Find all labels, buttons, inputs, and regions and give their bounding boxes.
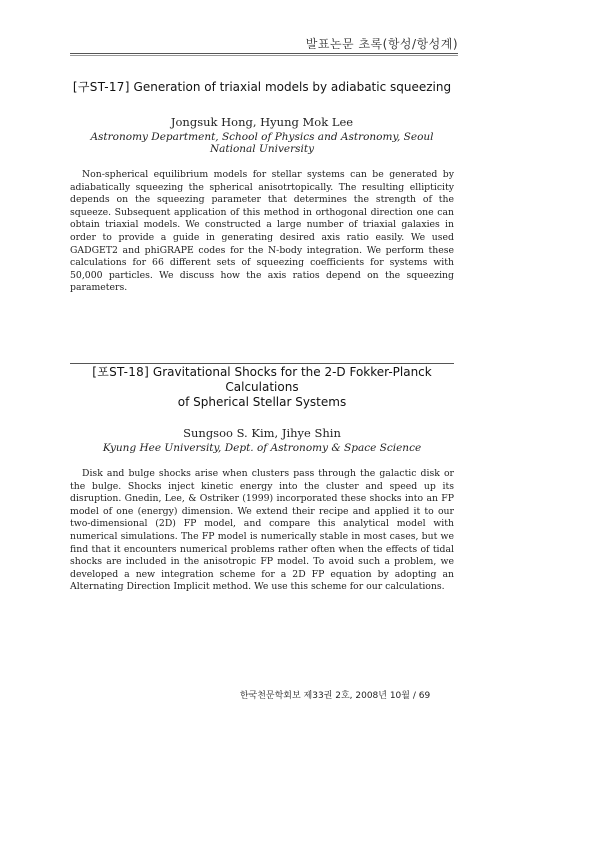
header-rule bbox=[70, 53, 458, 56]
abstract-st18 bbox=[70, 365, 454, 594]
abstract-code: [구ST-17] bbox=[72, 80, 130, 94]
abstract-st17 bbox=[70, 80, 454, 295]
abstract-body: Disk and bulge shocks arise when clusters pass through the galactic disk or the bulge. Shocks inject kinetic energy into the cluster and speed up its disruption. Gnedin, Lee, & Ostriker (1999) incorporated these shocks into an FP model of one (energy) dimension. We extend their recipe and applied it to our two-dimensional (2D) FP model, and compare this analytical model with numerical simulations. The FP model is numerically stable in most cases, but we find that it encounters numerical problems rather often when the effects of tidal shocks are included in the anisotropic FP model. To avoid such a problem, we developed a new integration scheme for a 2D FP equation by adopting an Alternating Direction Implicit method. We use this scheme for our calculations. bbox=[70, 468, 454, 593]
abstract-authors: Jongsuk Hong, Hyung Mok Lee bbox=[170, 115, 354, 129]
section-divider bbox=[70, 363, 454, 364]
abstract-code: [포ST-18] bbox=[92, 365, 150, 379]
page-footer: 한국천문학회보 제33권 2호, 2008년 10월 / 69 bbox=[239, 691, 431, 701]
abstract-title bbox=[70, 365, 454, 410]
abstract-title bbox=[70, 80, 454, 95]
running-header: 발표논문 초록(항성/항성계) bbox=[305, 37, 458, 51]
abstract-title-line1: Gravitational Shocks for the 2-D Fokker-Planck Calculations bbox=[152, 365, 432, 394]
abstract-body: Non-spherical equilibrium models for stellar systems can be generated by adiabatically squeezing the spherical anisotrtopically. The resulting ellipticity depends on the squeezing parameter that determines the strength of the squeeze. Subsequent application of this method in orthogonal direction one can obtain triaxial models. We constructed a large number of triaxial galaxies in order to provide a guide in generating desired axis ratio easily. We used GADGET2 and phiGRAPE codes for the N-body integration. We perform these calculations for 66 different sets of squeezing coefficients for systems with 50,000 particles. We discuss how the axis ratios depend on the squeezing parameters. bbox=[70, 169, 454, 294]
abstract-affiliation: Astronomy Department, School of Physics and Astronomy, Seoul National University bbox=[90, 131, 434, 155]
abstract-title-line2: of Spherical Stellar Systems bbox=[177, 395, 347, 409]
abstract-affiliation: Kyung Hee University, Dept. of Astronomy & Space Science bbox=[102, 442, 422, 454]
abstract-title-text: Generation of triaxial models by adiabatic squeezing bbox=[133, 80, 452, 94]
abstract-authors: Sungsoo S. Kim, Jihye Shin bbox=[183, 426, 341, 440]
